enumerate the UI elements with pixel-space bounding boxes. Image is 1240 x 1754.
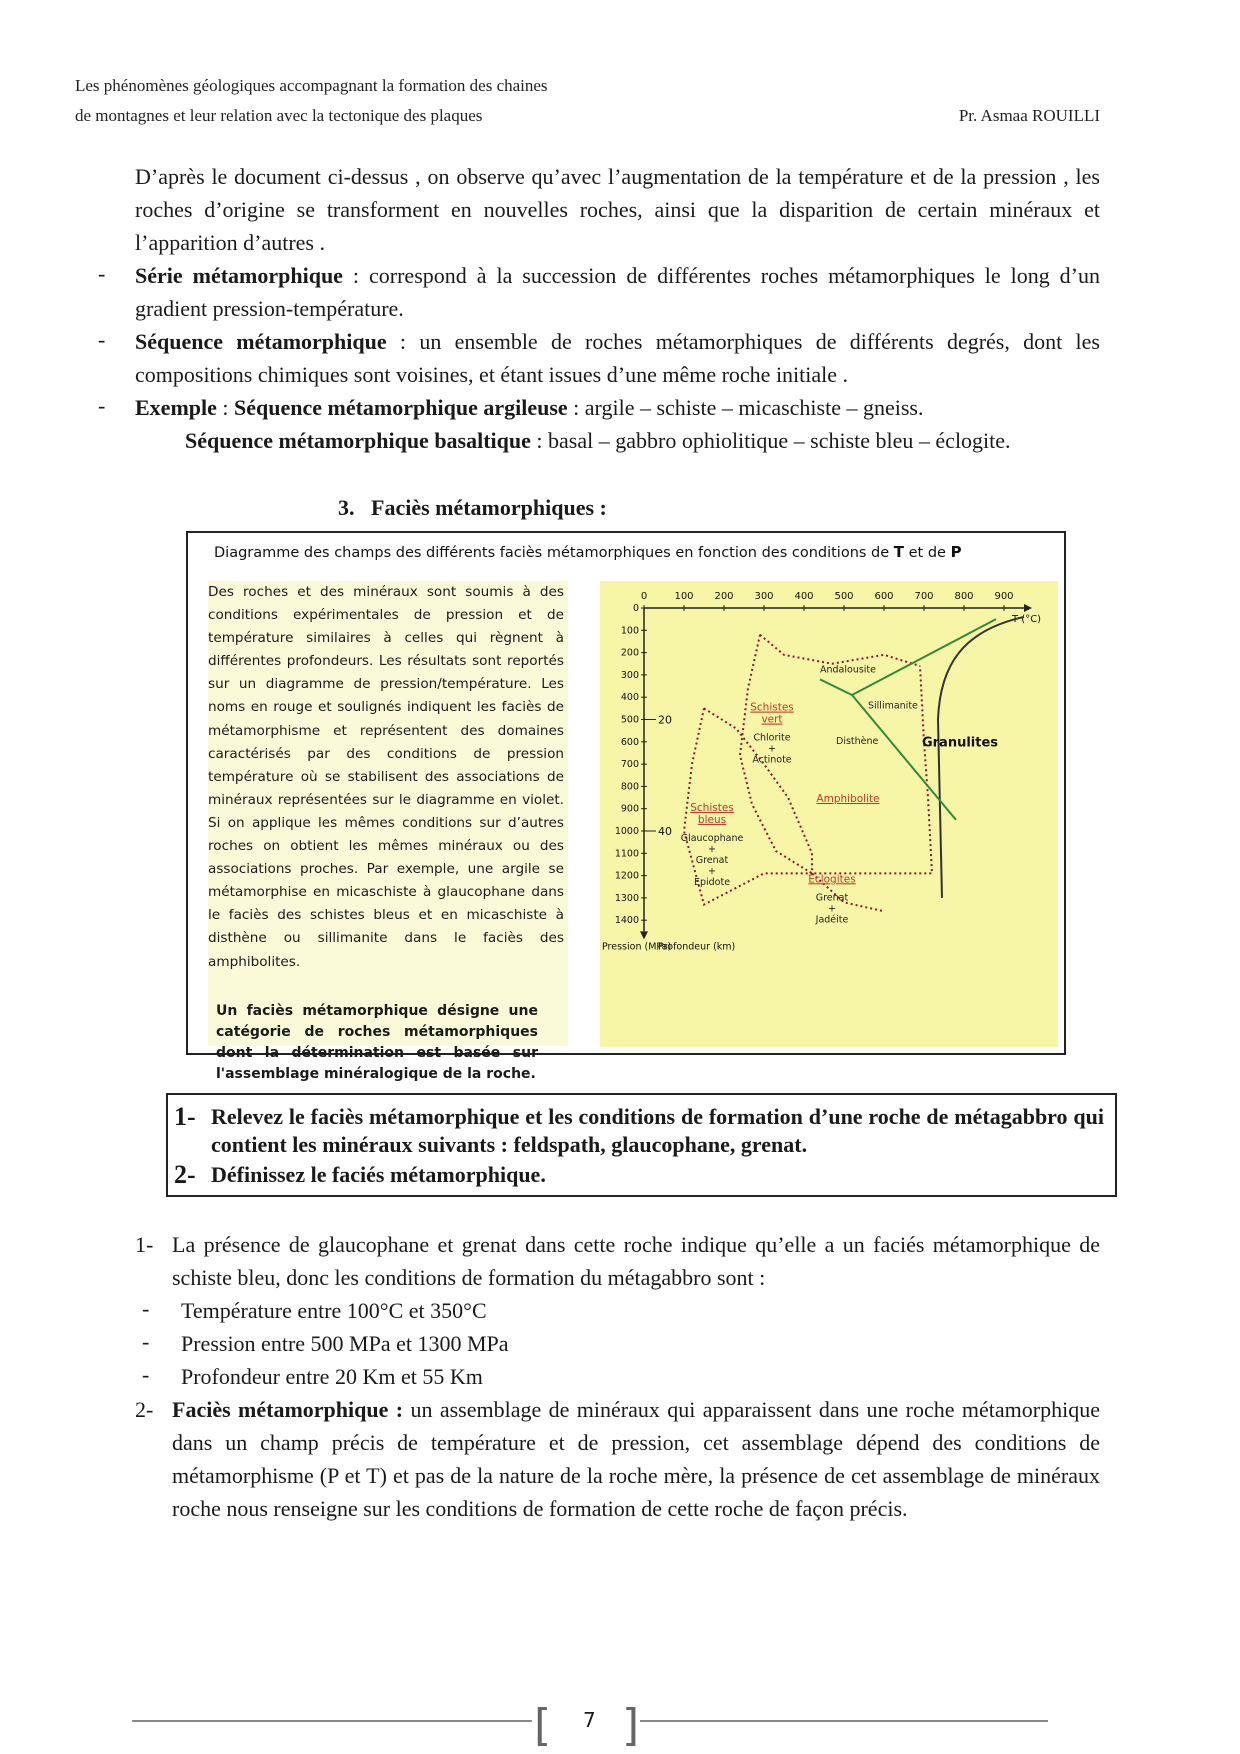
header-title-line2: de montagnes et leur relation avec la tectonique des plaques [75, 106, 483, 125]
y-axis-label-pressure: Pression (MPa) [602, 941, 672, 953]
answer-1-text: La présence de glaucophane et grenat dans cette roche indique qu’elle a un faciés métamorphique de schiste bleu, donc les conditions de formation du métagabbro sont : [172, 1232, 1100, 1290]
alumino-line [820, 679, 852, 695]
depth-tick-label: 40 [658, 825, 672, 838]
intro-paragraph: D’après le document ci-dessus , on observe qu’avec l’augmentation de la température et de la pression , les roches d’origine se transforment en nouvelles roches, ainsi que la disparition de certain minéraux et l’apparition d’autres . [135, 164, 1100, 255]
y-tick-label: 400 [620, 692, 639, 704]
figure-description-panel [208, 581, 568, 1082]
example-basaltique [135, 424, 1100, 457]
footer-bracket-left: [ [534, 1700, 552, 1751]
y-axis-label-depth: Profondeur (km) [658, 941, 736, 953]
y-axis-arrow [640, 931, 648, 939]
mineral-label-disthene: Disthène [836, 736, 879, 748]
condition-temperature: Température entre 100°C et 350°C [181, 1298, 487, 1323]
figure-definition-box: Un faciès métamorphique désigne une catégorie de roches métamorphiques dont la détermination est basée sur l'assemblage minéralogique de la roche. [216, 1003, 538, 1082]
facies-mineral: Actinote [752, 754, 792, 766]
header-author: Pr. Asmaa ROUILLI [958, 106, 1100, 125]
answer-2-text [172, 1393, 1100, 1525]
facies-mineral: + [768, 743, 776, 755]
y-tick-label: 1400 [614, 915, 639, 927]
question-1 [174, 1103, 1104, 1159]
y-tick-label: 300 [620, 669, 639, 681]
x-tick-label: 600 [874, 591, 894, 602]
facies-mineral: + [708, 865, 716, 877]
x-tick-label: 400 [794, 591, 814, 602]
y-tick-label: 1200 [614, 870, 639, 882]
bullet-dash: - [142, 1329, 150, 1354]
x-tick-label: 700 [914, 591, 934, 602]
figure-description: Des roches et des minéraux sont soumis à des conditions expérimentales de pression et de température similaires à celles qui règnent à différentes profondeurs. Les résultats sont reportés sur un diagramme de pression/température. Les noms en rouge et soulignés indiquent les faciès de métamorphisme et représentent des domaines caractérisés par des conditions de pression température où se stabilisent des associations de minéraux représentées sur le diagramme en violet. Si on applique les mêmes conditions sur d’autres roches on obtient les mêmes minéraux ou des associations proches. Par exemple, une argile se métamorphise en micaschiste à glaucophane dans le faciès des schistes bleus et en micaschiste à disthène ou sillimanite dans le faciès des amphibolites. [208, 584, 564, 970]
question-1-text: Relevez le faciès métamorphique et les conditions de formation d’une roche de métagabbro qui contient les minéraux suivants : feldspath, glaucophane, grenat. [211, 1104, 1104, 1157]
facies-mineral: Jadéite [815, 914, 849, 926]
x-tick-label: 200 [714, 591, 734, 602]
facies-label: Schistes [750, 701, 794, 714]
facies-mineral: + [828, 903, 836, 915]
facies-label: vert [761, 713, 783, 726]
figure-title [214, 543, 962, 561]
facies-label: bleus [697, 813, 727, 826]
x-tick-label: 0 [640, 591, 648, 602]
question-box [166, 1093, 1117, 1197]
facies-mineral: + [708, 843, 716, 855]
condition-pression: Pression entre 500 MPa et 1300 MPa [181, 1331, 509, 1356]
exemple-sep: : [216, 395, 235, 420]
x-tick-label: 900 [994, 591, 1014, 602]
figure-title-mid: et de [904, 545, 951, 561]
footer-bracket-right: ] [622, 1700, 640, 1751]
definition-sequence [135, 325, 1100, 391]
footer-rule-right [640, 1720, 1048, 1722]
bullet-dash: - [98, 327, 106, 352]
y-tick-label: 1300 [614, 892, 639, 904]
section-title: Faciès métamorphiques : [371, 495, 607, 520]
facies-mineral: Grenat [815, 892, 849, 904]
bullet-dash: - [142, 1362, 150, 1387]
basaltique-term: Séquence métamorphique basaltique [185, 428, 531, 453]
y-tick-label: 1000 [614, 826, 639, 837]
y-tick-label: 200 [620, 647, 639, 659]
bullet-dash: - [142, 1296, 150, 1321]
mineral-label-sillimanite: Sillimanite [868, 700, 918, 712]
serie-term: Série métamorphique [135, 263, 343, 288]
question-2 [174, 1161, 1104, 1189]
facies-label: Eclogites [808, 873, 856, 886]
y-tick-label: 0 [632, 603, 639, 614]
y-tick-label: 500 [620, 714, 639, 726]
y-tick-label: 800 [620, 781, 639, 793]
x-tick-label: 500 [834, 591, 854, 602]
y-tick-label: 700 [620, 759, 639, 771]
serie-text: : correspond à la succession de différentes roches métamorphiques le long d’un gradient pression-température. [135, 263, 1100, 321]
sequence-term: Séquence métamorphique [135, 329, 387, 354]
facies-diagram [600, 581, 1058, 1047]
answer-1-number: 1- [135, 1232, 154, 1257]
header-title-line1: Les phénomènes géologiques accompagnant la formation des chaines [75, 76, 548, 95]
definition-serie [135, 259, 1100, 325]
question-2-text: Définissez le faciés métamorphique. [211, 1162, 546, 1187]
mineral-label-andalousite: Andalousite [820, 664, 877, 676]
page-number: 7 [583, 1708, 596, 1732]
section-heading [338, 491, 607, 524]
facies-label: Amphibolite [816, 793, 880, 806]
alumino-line [852, 619, 996, 695]
facies-mineral: Epidote [693, 876, 731, 888]
x-tick-label: 100 [674, 591, 694, 602]
bullet-dash: - [98, 393, 106, 418]
facies-mineral: Glaucophane [680, 832, 744, 844]
figure-title-prefix: Diagramme des champs des différents faciès métamorphiques en fonction des conditions de [214, 545, 894, 561]
answer-2-number: 2- [135, 1397, 154, 1422]
facies-mineral: Chlorite [753, 732, 791, 744]
footer-rule-left [132, 1720, 532, 1722]
exemple-term: Exemple [135, 395, 217, 420]
section-number: 3. [338, 495, 355, 520]
sequence-text: : un ensemble de roches métamorphiques de différents degrés, dont les compositions chimiques sont voisines, et étant issues d’une même roche initiale . [135, 329, 1100, 387]
facies-label: Schistes [690, 801, 734, 814]
facies-figure [186, 531, 1066, 1082]
granulite-boundary [938, 617, 1024, 898]
question-2-number: 2- [174, 1160, 196, 1189]
y-tick-label: 900 [620, 803, 639, 815]
facies-diagram-svg [600, 581, 1058, 1047]
example-argileuse [135, 391, 1100, 424]
facies-mineral: Grenat [695, 854, 729, 866]
x-tick-label: 300 [754, 591, 774, 602]
figure-title-t: T [893, 543, 905, 561]
x-axis-arrow [1024, 604, 1032, 612]
y-tick-label: 100 [620, 625, 639, 637]
argileuse-term: Séquence métamorphique argileuse [234, 395, 568, 420]
x-axis-label: T (°C) [1012, 614, 1042, 625]
y-tick-label: 600 [620, 736, 639, 748]
answer-2-body: un assemblage de minéraux qui apparaissent dans une roche métamorphique dans un champ précis de température et de pression, cet assemblage dépend des conditions de métamorphisme (P et T) et pas de la nature de la roche mère, la présence de cet assemblage de minéraux roche nous renseigne sur les conditions de formation de cette roche de façon précis. [172, 1397, 1100, 1521]
question-1-number: 1- [174, 1102, 196, 1131]
basaltique-text: : basal – gabbro ophiolitique – schiste bleu – éclogite. [530, 428, 1011, 453]
answer-2-term: Faciès métamorphique : [172, 1397, 404, 1422]
figure-title-p: P [950, 543, 962, 561]
bullet-dash: - [98, 261, 106, 286]
facies-boundary [760, 635, 920, 666]
depth-tick-label: 20 [658, 713, 672, 727]
condition-profondeur: Profondeur entre 20 Km et 55 Km [181, 1364, 483, 1389]
argileuse-text: : argile – schiste – micaschiste – gneiss. [567, 395, 924, 420]
y-tick-label: 1100 [614, 848, 639, 860]
x-tick-label: 800 [954, 591, 974, 602]
facies-label: Granulites [921, 735, 999, 751]
